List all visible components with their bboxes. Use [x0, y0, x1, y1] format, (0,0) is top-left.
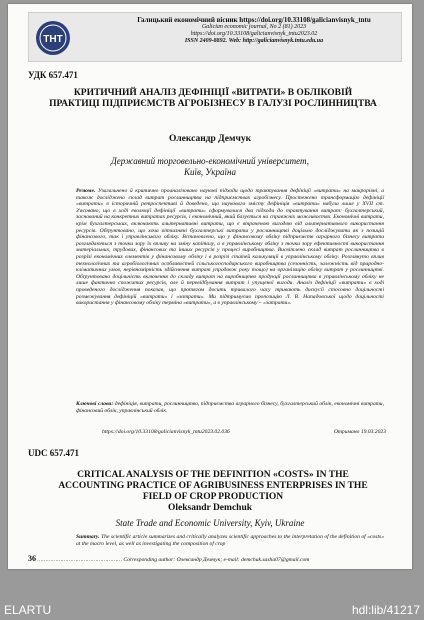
repository-bar: [0, 600, 424, 620]
journal-subtitle: Galician economic journal, No 2 (81) 2023: [201, 24, 307, 30]
affiliation-ua-line1: Державний торговельно-економічний університет,: [111, 156, 309, 166]
page-footer: [28, 554, 400, 563]
affiliation-ua-line2: Київ, Україна: [184, 167, 236, 177]
article-title-en: CRITICAL ANALYSIS OF THE DEFINITION «COSTS» IN THE ACCOUNTING PRACTICE OF AGRIBUSINESS ENTERPRISES IN THE FIELD OF CROP PRODUCTION: [58, 470, 368, 502]
keywords-ua-lead: Ключові слова:: [76, 401, 114, 407]
abstract-ua-text: Узагальнено й критично проаналізовано наукові підходи щодо трактування дефініції «витрати» на макрорівні, а також досліджено склад витрат рослинництва на підприємствах агробізнесу. Простежено трансформацію дефініції «витрати» в історичній ретроспективі й доведено, що наукового змісту дефініція «витрати» набула лише у XVII ст. З'ясовано, що в ході еволюції дефініції «витрати» сформувалися два підходи до трактування витрат: бухгалтерський, заснований на конкретних витратах ресурсів, і економічний, який базується на справжніх можливостях. Економічні витрати, крім бухгалтерських, включають альтернативні витрати, що є втраченою вигодою від альтернативного використання ресурсів. Обґрунтовано, що хоча вітчизняні бухгалтерські витрати у рослинництві доцільно досліджувати як з позицій фінансового, так і управлінського обліку. Встановлено, що у фінансовому обліку підприємств аграрного бізнесу витрати розглядаються з точки зору їх впливу на зміну капіталу, а в управлінському обліку з точки зору ефективності використання матеріальних, трудових, фінансових та інших ресурсів у процесі виробництва. Висвітлено склад витрат рослинництва в розрізі економічних елементів у фінансовому обліку і в розрізі статей калькуляції в управлінському обліку. Розглянуто вплив технологічних та агробіологічних особливостей сільськогосподарського виробництва (сезонність, залежність від природно-кліматичних умов, нерівномірність здійснення витрат упродовж року тощо) на організацію обліку витрат у рослинництві. Обґрунтовано доцільність включення до складу витрат на виробництво продукції рослинництва в управлінському обліку не лише фактично спожитих ресурсів, але й перевідбування витрат і упущеної вигоди. Аналіз дефініції «витрати» в ході проведеного дослідження показав, що протягом досить тривалого часу тривають дискусії стосовно доцільності розмежування дефініцій «витрати» і «затрати». Ми підтримуємо пропозицію Л. В. Нападовської щодо доцільності використання у фінансовому обліку терміна «витрати», а в управлінському – «затрати».: [76, 188, 385, 307]
doi-line: [102, 429, 386, 435]
journal-header-text: [113, 16, 395, 45]
author-ua: Олександр Демчук: [168, 134, 252, 144]
affiliation-en: State Trade and Economic University, Kyiv, Ukraine: [115, 518, 305, 528]
page-number: 36: [28, 554, 36, 563]
journal-issn: ISSN 2409-8892. Web: http://galicianvisnyk.tntu.edu.ua: [184, 38, 324, 44]
document-page: [8, 4, 412, 569]
udc-en: UDC 657.471: [28, 448, 79, 458]
affiliation-ua: [8, 156, 412, 178]
article-title-ua: КРИТИЧНИЙ АНАЛІЗ ДЕФІНІЦІЇ «ВИТРАТИ» В ОБЛІКОВІЙ ПРАКТИЦІ ПІДПРИЄМСТВ АГРОБІЗНЕСУ В ГАЛУЗІ РОСЛИННИЦТВА: [49, 88, 377, 109]
author-en: Oleksandr Demchuk: [167, 503, 253, 513]
journal-header: [28, 12, 402, 62]
summary-en-lead: Summary.: [76, 534, 100, 540]
logo-lettering: ТНТ: [43, 34, 63, 45]
repository-name: ELARTU: [4, 603, 52, 617]
keywords-ua-text: дефініція, витрати, рослинництво, підприємства аграрного бізнесу, бухгалтерський облік, економічні витрати, фінансовий облік, управлінський облік.: [76, 401, 384, 414]
handle-id: hdl:lib/41217: [351, 603, 420, 617]
journal-title: Галицький економічний вісник https://doi.org/10.33108/galicianvisnyk_tntu: [137, 16, 371, 24]
abstract-ua: [76, 188, 384, 307]
journal-logo-icon: [35, 20, 71, 56]
abstract-ua-lead: Резюме.: [76, 188, 96, 194]
received-date: Отримано 19.03.2023: [333, 429, 386, 435]
footer-text: …………………………………………… Corresponding author: Олександр Демчук; e-mail: demchuk.sasha07@gmail.com: [37, 557, 310, 563]
article-doi[interactable]: https://doi.org/10.33108/galicianvisnyk_tntu2023.02.036: [102, 429, 230, 435]
summary-en: [76, 534, 384, 547]
udc-ua: УДК 657.471: [28, 70, 78, 80]
journal-doi: https://doi.org/10.33108/galicianvisnyk_tntu2023.02: [190, 31, 318, 37]
keywords-ua: [76, 401, 384, 414]
summary-en-text: The scientific article summarizes and critically analyzes scientific approaches to the interpretation of the definition of «costs» at the macro level, as well as investigating the composition of crop: [76, 534, 384, 547]
